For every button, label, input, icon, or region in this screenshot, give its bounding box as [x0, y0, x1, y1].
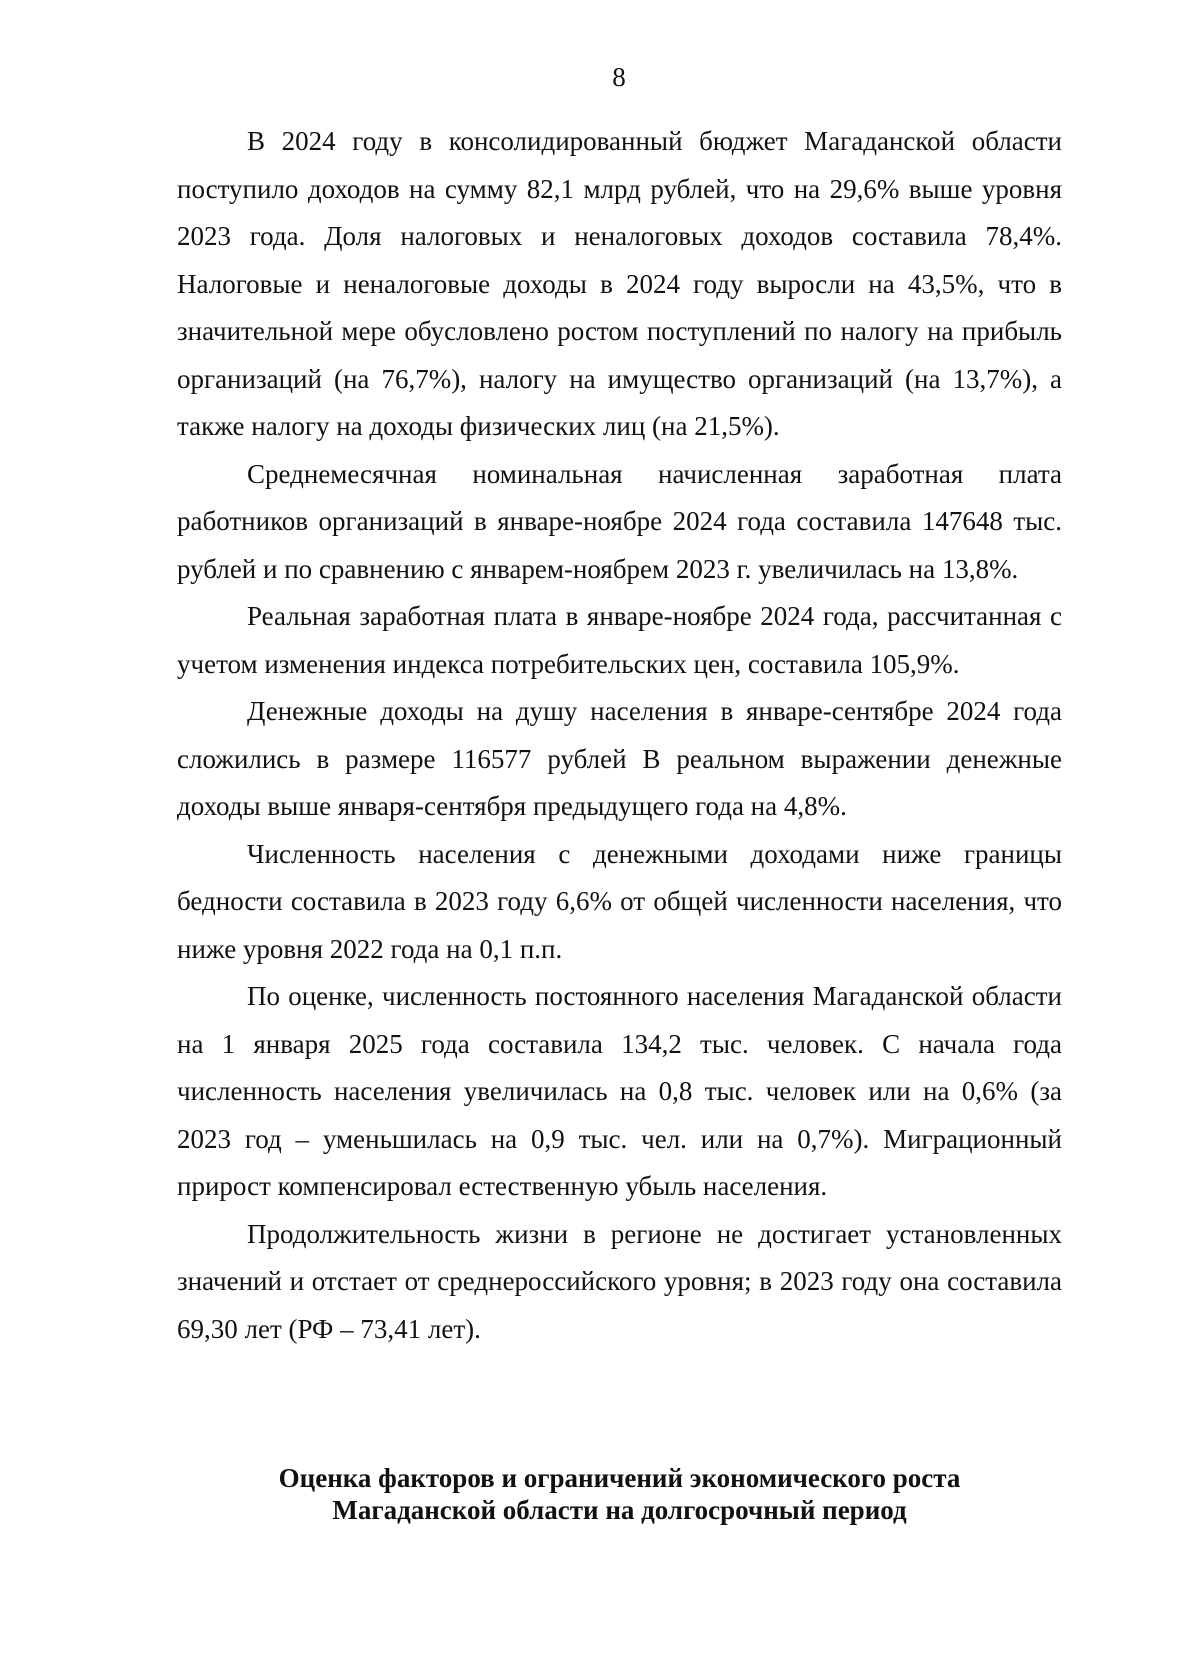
document-body [177, 118, 1062, 1353]
section-heading-line-2: Магаданской области на долгосрочный период [332, 1495, 907, 1525]
page-number: 8 [612, 62, 626, 92]
paragraph-average-wage: Среднемесячная номинальная начисленная заработная плата работников организаций в январе-ноябре 2024 года составила 147648 тыс. рублей и по сравнению с январем-ноябрем 2023 г. увеличилась на 13,8%. [177, 458, 1062, 584]
paragraph-population: По оценке, численность постоянного населения Магаданской области на 1 января 2025 года составила 134,2 тыс. человек. С начала года численность населения увеличилась на 0,8 тыс. человек или на 0,6% (за 2023 год – уменьшилась на 0,9 тыс. чел. или на 0,7%). Миграционный прирост компенсировал естественную убыль населения. [177, 981, 1062, 1201]
paragraph-per-capita-income: Денежные доходы на душу населения в январе-сентябре 2024 года сложились в размере 116577 рублей В реальном выражении денежные доходы выше января-сентября предыдущего года на 4,8%. [177, 696, 1062, 821]
section-heading [177, 1462, 1062, 1526]
section-heading-line-1: Оценка факторов и ограничений экономического роста [278, 1463, 961, 1493]
paragraph-budget-revenue: В 2024 году в консолидированный бюджет Магаданской области поступило доходов на сумму 82,1 млрд рублей, что на 29,6% выше уровня 2023 года. Доля налоговых и неналоговых доходов составила 78,4%. Налоговые и неналоговые доходы в 2024 году выросли на 43,5%, что в значительной мере обусловлено ростом поступлений по налогу на прибыль организаций (на 76,7%), налогу на имущество организаций (на 13,7%), а также налогу на доходы физических лиц (на 21,5%). [177, 126, 1062, 441]
paragraph-life-expectancy: Продолжительность жизни в регионе не достигает установленных значений и отстает от среднероссийского уровня; в 2023 году она составила 69,30 лет (РФ – 73,41 лет). [177, 1218, 1062, 1344]
paragraph-real-wage: Реальная заработная плата в январе-ноябре 2024 года, рассчитанная с учетом изменения индекса потребительских цен, составила 105,9%. [177, 601, 1062, 679]
paragraph-poverty-level: Численность населения с денежными доходами ниже границы бедности составила в 2023 году 6,6% от общей численности населения, что ниже уровня 2022 года на 0,1 п.п. [177, 838, 1062, 964]
